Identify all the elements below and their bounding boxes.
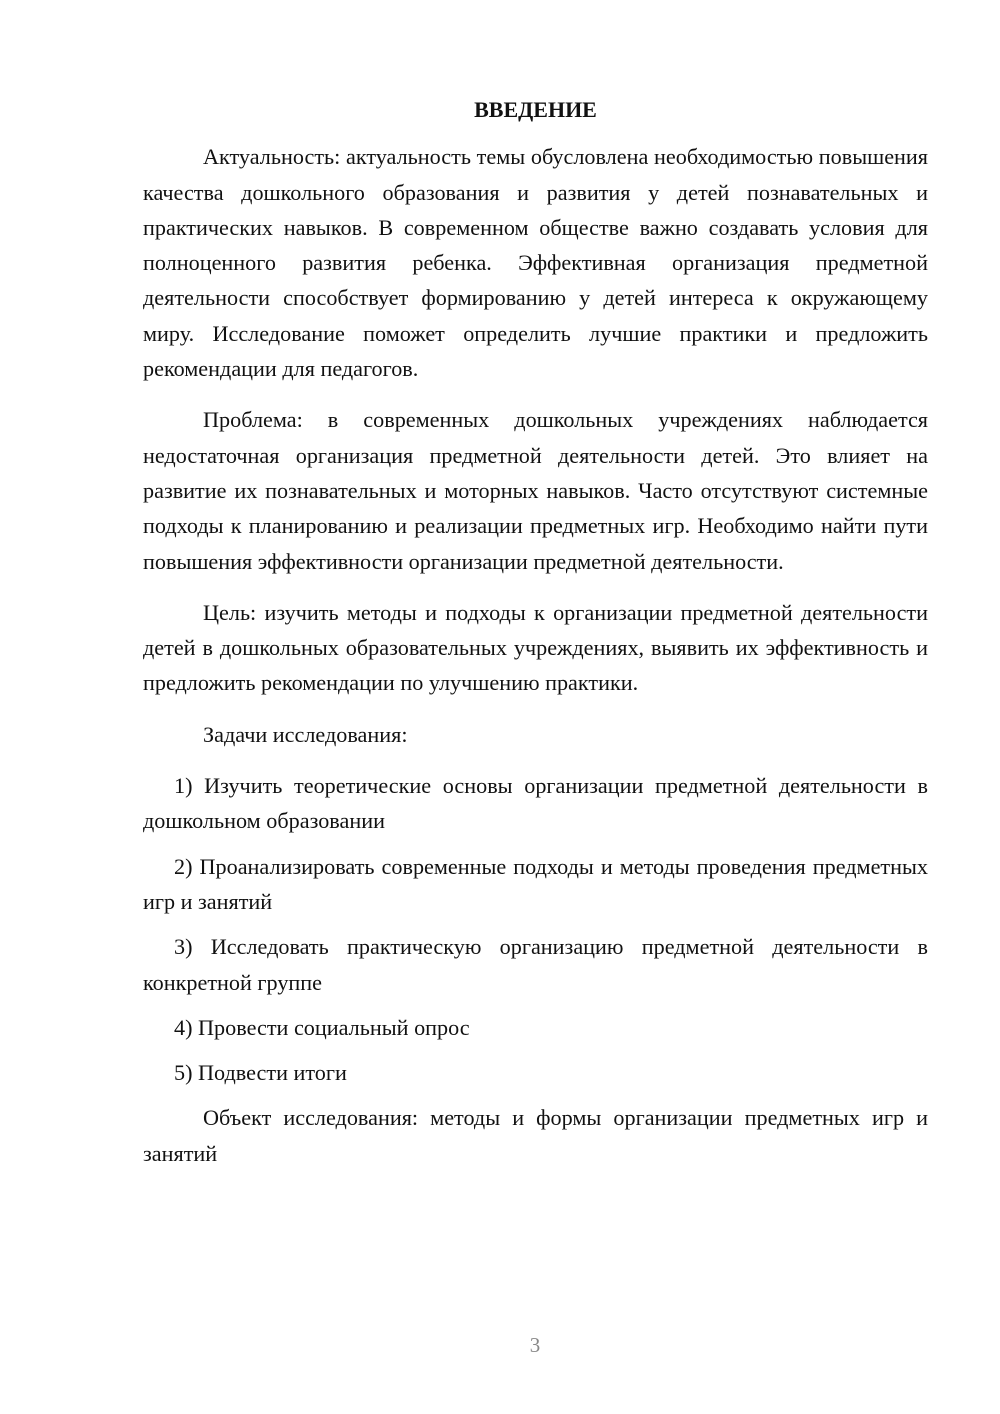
- paragraph-problem: Проблема: в современных дошкольных учреждениях наблюдается недостаточная организация предметной деятельности детей. Это влияет на развитие их познавательных и моторных навыков. Часто отсутствуют системные подходы к планированию и реализации предметных игр. Необходимо найти пути повышения эффективности организации предметной деятельности.: [143, 407, 928, 574]
- task-item-5: 5) Подвести итоги: [174, 1060, 347, 1086]
- task-item-3: 3) Исследовать практическую организацию предметной деятельности в конкретной группе: [143, 934, 928, 995]
- section-heading: ВВЕДЕНИЕ: [474, 97, 597, 122]
- task-item-2: 2) Проанализировать современные подходы и методы проведения предметных игр и занятий: [143, 853, 928, 914]
- paragraph-relevance: Актуальность: актуальность темы обусловлена необходимостью повышения качества дошкольного образования и развития у детей познавательных и практических навыков. В современном обществе важно создавать условия для полноценного развития ребенка. Эффективная организация предметной деятельности способствует формированию у детей интереса к окружающему миру. Исследование поможет определить лучшие практики и предложить рекомендации для педагогов.: [143, 144, 928, 382]
- page-number: 3: [529, 1333, 541, 1357]
- task-item-1: 1) Изучить теоретические основы организации предметной деятельности в дошкольном образовании: [143, 773, 928, 834]
- paragraph-goal: Цель: изучить методы и подходы к организации предметной деятельности детей в дошкольных образовательных учреждениях, выявить их эффективность и предложить рекомендации по улучшению практики.: [143, 599, 928, 696]
- task-item-4: 4) Провести социальный опрос: [174, 1014, 470, 1040]
- paragraph-object: Объект исследования: методы и формы организации предметных игр и занятий: [143, 1105, 928, 1166]
- page-content: [143, 92, 928, 1187]
- tasks-heading: Задачи исследования:: [203, 721, 408, 747]
